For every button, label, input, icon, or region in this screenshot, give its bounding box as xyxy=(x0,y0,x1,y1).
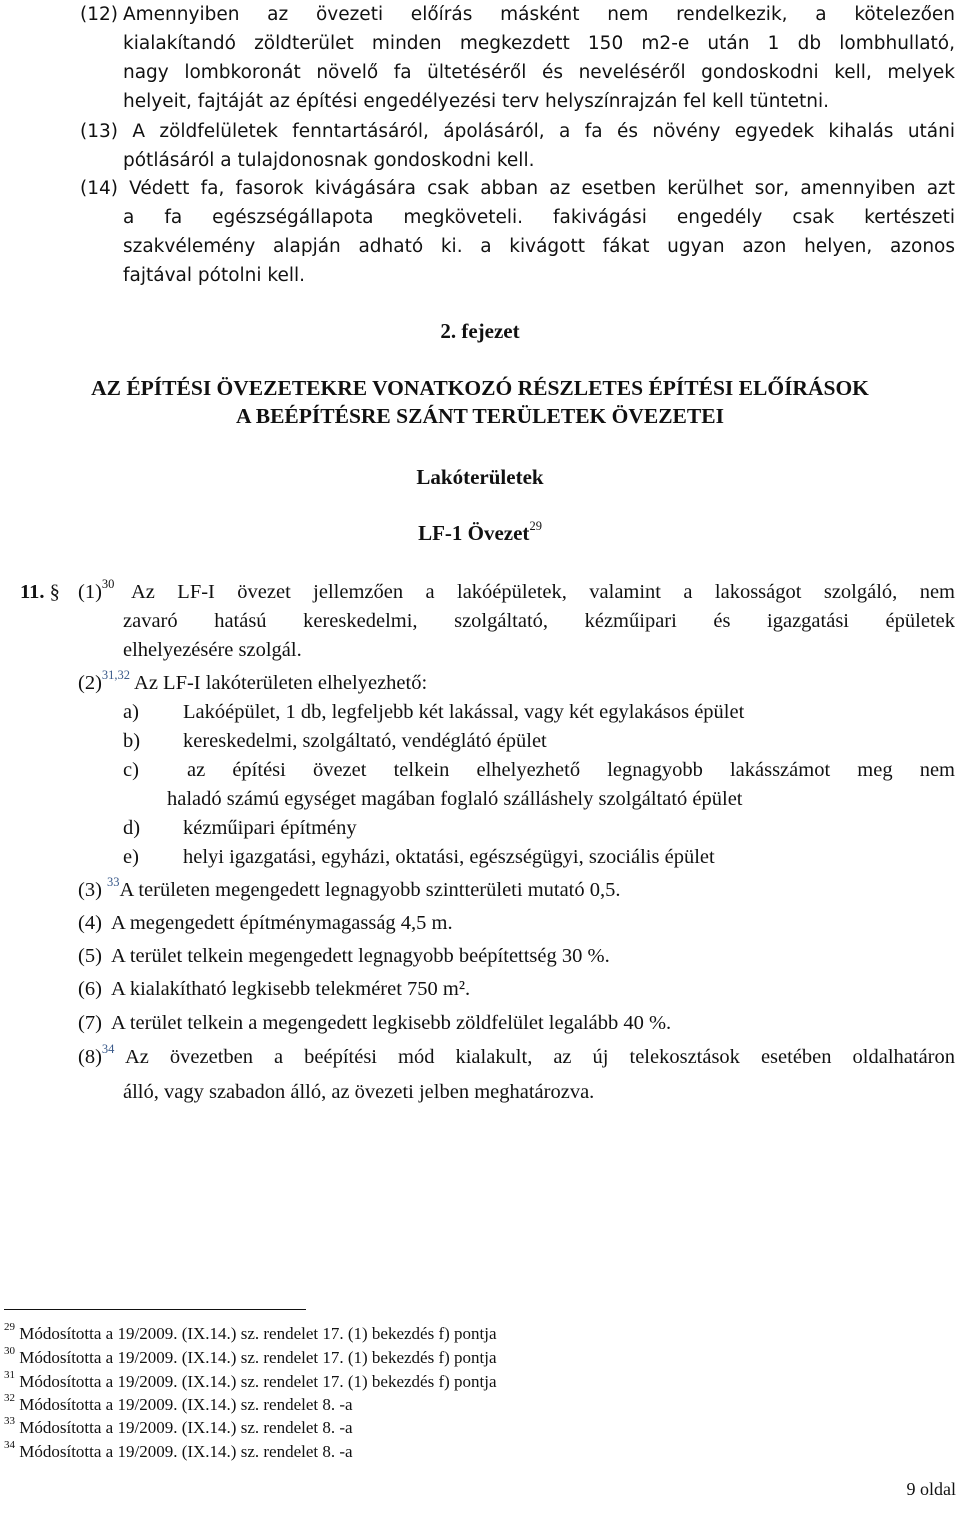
footnote-text: Módosította a 19/2009. (IX.14.) sz. rendelet 8. -a xyxy=(19,1395,353,1414)
page-number: 9 oldal xyxy=(906,1479,956,1499)
section-title-line1: AZ ÉPÍTÉSI ÖVEZETEKRE VONATKOZÓ RÉSZLETES ÉPÍTÉSI ELŐÍRÁSOK xyxy=(91,376,869,400)
section-number-text: 11. xyxy=(20,581,45,603)
footnote-number: 32 xyxy=(4,1392,15,1405)
footnote-text: Módosította a 19/2009. (IX.14.) sz. rendelet 17. (1) bekezdés f) pontja xyxy=(19,1324,497,1343)
footnote-ref: 33 xyxy=(107,875,120,890)
list-item-label: c) xyxy=(123,759,139,781)
subsection-1-line: elhelyezésére szolgál. xyxy=(123,639,302,661)
subsection-3-text: A területen megengedett legnagyobb szintterületi mutató 0,5. xyxy=(119,879,621,901)
footnote-text: Módosította a 19/2009. (IX.14.) sz. rendelet 8. -a xyxy=(19,1418,353,1437)
list-item-text: az építési övezet telkein elhelyezhető legnagyobb lakásszámot meg nem xyxy=(187,759,955,781)
subsection-heading: Lakóterületek xyxy=(416,465,544,489)
subsection-5-label: (5) xyxy=(78,945,102,967)
list-item-text-continued: haladó számú egységet magában foglaló szálláshely szolgáltató épület xyxy=(167,788,743,810)
subsection-3 xyxy=(78,876,621,905)
subsection-7-text: A terület telkein a megengedett legkisebb zöldfelület legalább 40 %. xyxy=(111,1012,672,1034)
footnote xyxy=(4,1346,497,1369)
footnote-ref: 29 xyxy=(529,519,542,533)
section-number xyxy=(20,578,60,607)
list-item-text: kézműipari építmény xyxy=(183,817,357,839)
subsection-2 xyxy=(78,669,427,698)
subsection-1-line: Az LF-I övezet jellemzően a lakóépületek, valamint a lakosságot szolgáló, nem xyxy=(131,581,955,603)
paragraph-12-line: nagy lombkoronát növelő fa ültetéséről és neveléséről gondoskodni kell, melyek xyxy=(123,62,955,83)
paragraph-13-line: (13) A zöldfelületek fenntartásáról, ápolásáról, a fa és növény egyedek kihalás utáni xyxy=(80,121,955,142)
subsection-4-label: (4) xyxy=(78,912,102,934)
list-item-label: b) xyxy=(123,730,141,752)
footnote-number: 30 xyxy=(4,1345,15,1358)
zone-heading-text: LF-1 Övezet xyxy=(418,521,530,545)
footnote-number: 29 xyxy=(4,1321,15,1334)
zone-heading xyxy=(0,519,960,547)
paragraph-12-number: (12) xyxy=(80,4,118,25)
list-item-text: Lakóépület, 1 db, legfeljebb két lakással, vagy két egylakásos épület xyxy=(183,701,745,723)
footnote xyxy=(4,1370,497,1393)
subsection-6-label: (6) xyxy=(78,978,102,1000)
subsection-5-text: A terület telkein megengedett legnagyobb beépítettség 30 %. xyxy=(111,945,610,967)
footnote-text: Módosította a 19/2009. (IX.14.) sz. rendelet 17. (1) bekezdés f) pontja xyxy=(19,1372,497,1391)
footnote-text: Módosította a 19/2009. (IX.14.) sz. rendelet 8. -a xyxy=(19,1442,353,1461)
footnote xyxy=(4,1440,353,1463)
subsection-2-label: (2) xyxy=(78,672,102,694)
paragraph-14-line: (14) Védett fa, fasorok kivágására csak abban az esetben kerülhet sor, amennyiben azt xyxy=(80,178,955,199)
footnote-separator xyxy=(4,1309,306,1310)
subsection-6-text: A kialakítható legkisebb telekméret 750 m². xyxy=(111,978,471,1000)
footnote-ref: 31,32 xyxy=(101,668,131,683)
subsection-4 xyxy=(78,909,453,938)
subsection-1-number xyxy=(78,578,114,607)
subsection-3-label: (3) xyxy=(78,879,102,901)
subsection-7-label: (7) xyxy=(78,1012,102,1034)
subsection-1-label: (1) xyxy=(78,581,102,603)
subsection-8-number xyxy=(78,1043,114,1072)
list-item-label: e) xyxy=(123,846,139,868)
subsection-7 xyxy=(78,1009,671,1038)
paragraph-13-line: pótlásáról a tulajdonosnak gondoskodni kell. xyxy=(123,150,535,171)
footnote xyxy=(4,1393,353,1416)
paragraph-14-line: fajtával pótolni kell. xyxy=(123,265,306,286)
paragraph-sign: § xyxy=(49,581,60,603)
footnote-number: 31 xyxy=(4,1369,15,1382)
paragraph-12-line: Amennyiben az övezeti előírás másként nem rendelkezik, a kötelezően xyxy=(123,4,955,25)
subsection-4-text: A megengedett építménymagasság 4,5 m. xyxy=(111,912,453,934)
footnote-text: Módosította a 19/2009. (IX.14.) sz. rendelet 17. (1) bekezdés f) pontja xyxy=(19,1348,497,1367)
paragraph-12-line: kialakítandó zöldterület minden megkezdett 150 m2-e után 1 db lombhullató, xyxy=(123,33,955,54)
footnote-number: 33 xyxy=(4,1415,15,1428)
subsection-6 xyxy=(78,975,470,1004)
subsection-8-line: álló, vagy szabadon álló, az övezeti jelben meghatározva. xyxy=(123,1081,595,1103)
list-item-text: helyi igazgatási, egyházi, oktatási, egészségügyi, szociális épület xyxy=(183,846,715,868)
list-item-label: d) xyxy=(123,817,141,839)
subsection-8-label: (8) xyxy=(78,1046,102,1068)
list-item-text: kereskedelmi, szolgáltató, vendéglátó épület xyxy=(183,730,547,752)
footnote xyxy=(4,1322,497,1345)
list-item-label: a) xyxy=(123,701,139,723)
subsection-2-text: Az LF-I lakóterületen elhelyezhető: xyxy=(134,672,428,694)
paragraph-12-line: helyeit, fajtáját az építési engedélyezési terv helyszínrajzán fel kell tüntetni. xyxy=(123,91,830,112)
subsection-5 xyxy=(78,942,610,971)
paragraph-14-line: szakvélemény alapján adható ki. a kivágott fákat ugyan azon helyen, azonos xyxy=(123,236,955,257)
footnote-number: 34 xyxy=(4,1439,15,1452)
chapter-heading: 2. fejezet xyxy=(440,319,520,343)
footnote-ref: 30 xyxy=(101,577,115,592)
subsection-8-line: Az övezetben a beépítési mód kialakult, az új telekosztások esetében oldalhatáron xyxy=(125,1046,955,1068)
section-title-line2: A BEÉPÍTÉSRE SZÁNT TERÜLETEK ÖVEZETEI xyxy=(236,404,724,428)
subsection-1-line: zavaró hatású kereskedelmi, szolgáltató, kézműipari és igazgatási épületek xyxy=(123,610,955,632)
paragraph-14-line: a fa egészségállapota megköveteli. fakivágási engedély csak kertészeti xyxy=(123,207,955,228)
footnote xyxy=(4,1416,353,1439)
footnote-ref: 34 xyxy=(101,1042,115,1057)
